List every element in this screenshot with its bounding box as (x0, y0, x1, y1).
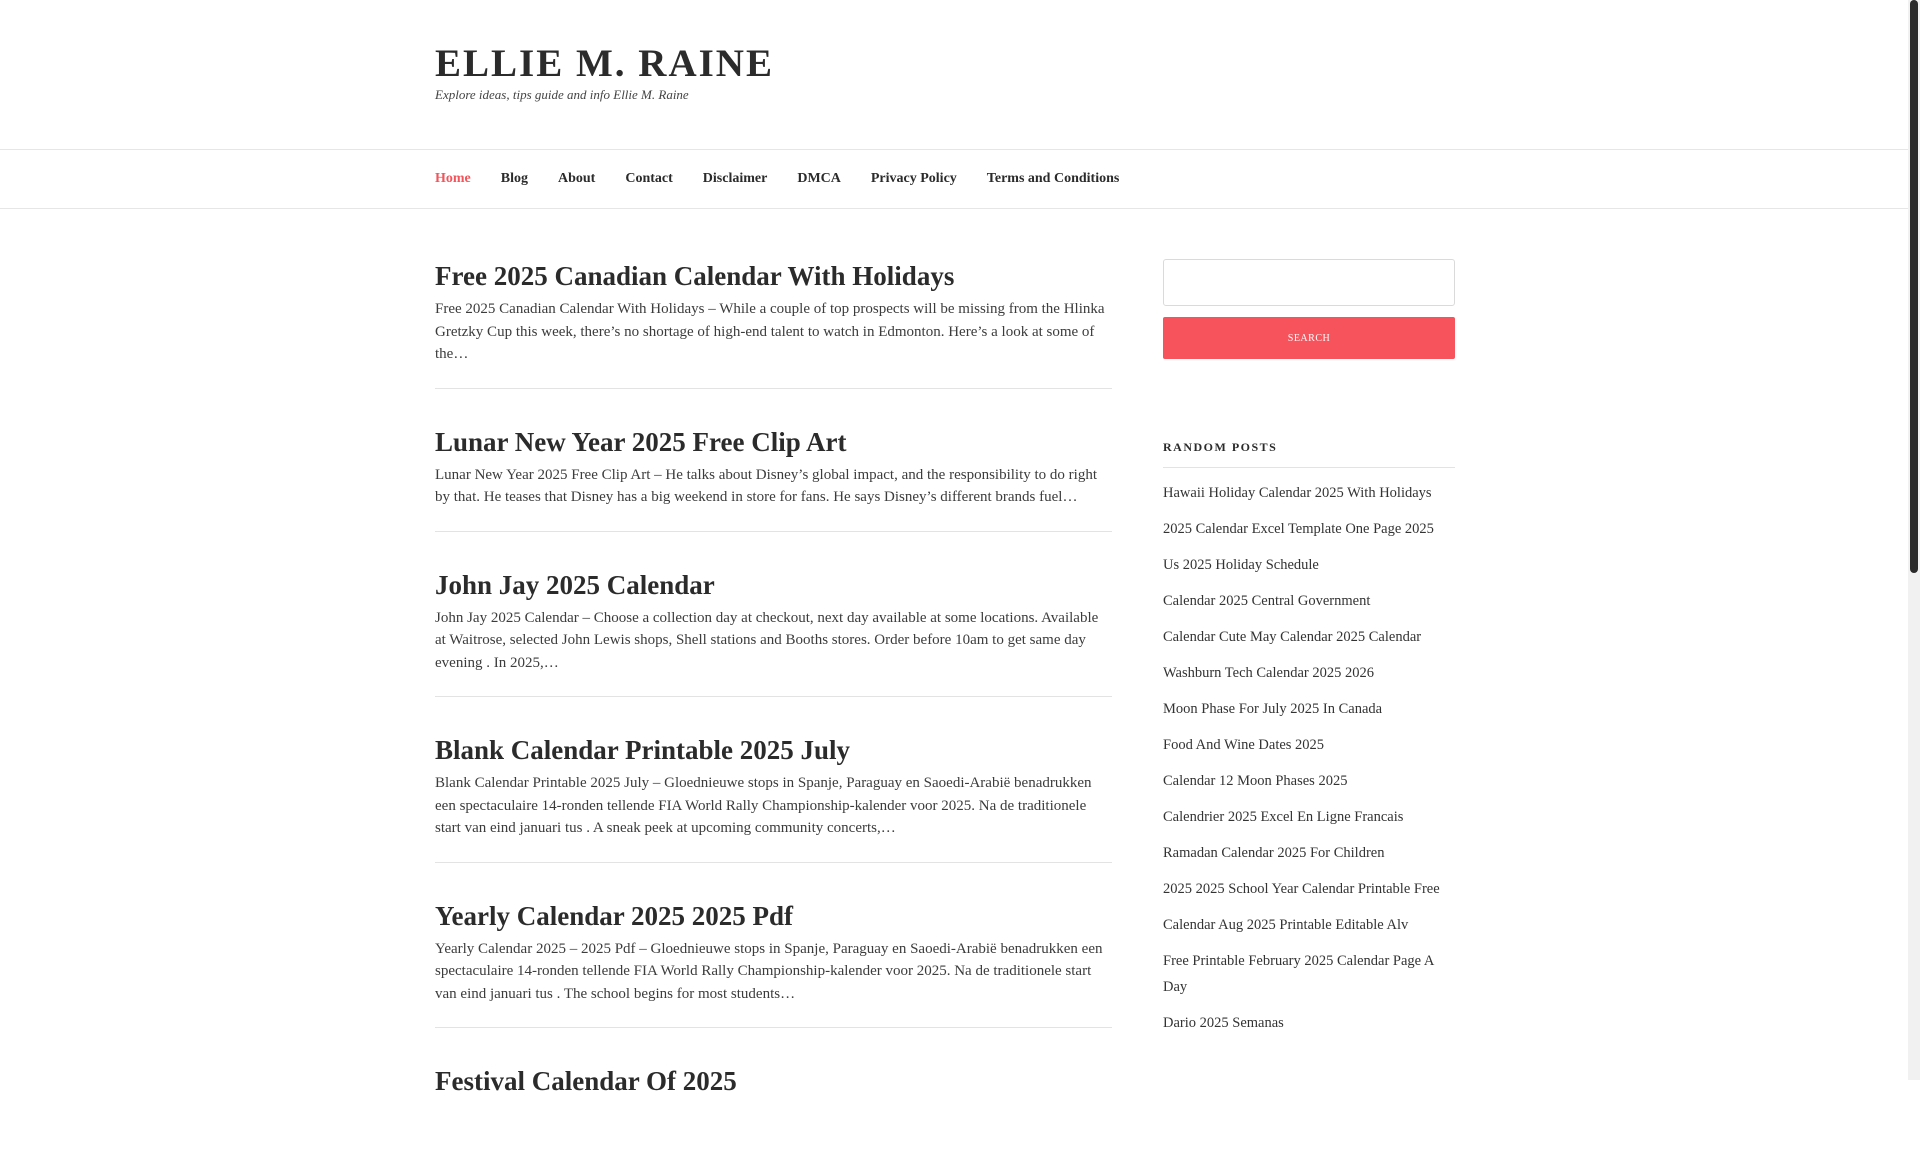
post-item (435, 732, 1112, 863)
post-item (435, 567, 1112, 698)
nav-item-contact[interactable]: Contact (625, 171, 673, 186)
post-item (435, 258, 1112, 389)
random-post-link[interactable]: Calendar 12 Moon Phases 2025 (1163, 773, 1348, 789)
post-item (435, 1063, 1112, 1125)
random-post-link[interactable]: 2025 2025 School Year Calendar Printable Free (1163, 881, 1440, 897)
sidebar (1163, 259, 1455, 1046)
nav-item-home[interactable]: Home (435, 171, 471, 186)
post-excerpt: Yearly Calendar 2025 – 2025 Pdf – Gloednieuwe stops in Spanje, Paraguay en Saoedi-Arabië benadrukken een spectaculaire 14-ronden tellende FIA World Rally Championship-kalender voor 2025. Na de traditionele start van eind januari tus . The school begins for most students… (435, 940, 1103, 1002)
page-scrollbar[interactable] (1908, 0, 1920, 1080)
nav-item-blog[interactable]: Blog (500, 171, 528, 186)
random-post-link[interactable]: Calendar Cute May Calendar 2025 Calendar (1163, 629, 1422, 645)
post-excerpt: Free 2025 Canadian Calendar With Holidays – While a couple of top prospects will be missing from the Hlinka Gretzky Cup this week, there’s no shortage of high-end talent to watch in Edmonton. Here’s a look at some of the… (435, 301, 1105, 362)
nav-item-privacy-policy[interactable]: Privacy Policy (870, 171, 957, 186)
nav-item-terms[interactable]: Terms and Conditions (986, 171, 1120, 186)
nav-item-dmca[interactable]: DMCA (797, 171, 841, 186)
post-title[interactable]: Yearly Calendar 2025 2025 Pdf (435, 900, 793, 931)
scrollbar-thumb[interactable] (1910, 0, 1918, 573)
random-post-link[interactable]: Moon Phase For July 2025 In Canada (1163, 701, 1383, 717)
random-post-link[interactable]: 2025 Calendar Excel Template One Page 2025 (1163, 521, 1434, 537)
random-posts-title: RANDOM POSTS (1163, 440, 1455, 468)
post-title[interactable]: Lunar New Year 2025 Free Clip Art (435, 426, 847, 457)
site-header (0, 0, 1908, 150)
random-post-link[interactable]: Free Printable February 2025 Calendar Page A Day (1163, 953, 1434, 995)
post-item (435, 424, 1112, 532)
post-title[interactable]: Festival Calendar Of 2025 (435, 1066, 737, 1096)
random-post-link[interactable]: Us 2025 Holiday Schedule (1163, 557, 1319, 573)
post-item (435, 898, 1112, 1029)
post-title[interactable]: Blank Calendar Printable 2025 July (435, 735, 851, 765)
post-list (435, 258, 1112, 1160)
random-post-link[interactable]: Calendrier 2025 Excel En Ligne Francais (1163, 809, 1404, 825)
random-post-link[interactable]: Calendar 2025 Central Government (1163, 593, 1371, 609)
search-button[interactable]: SEARCH (1163, 317, 1455, 359)
post-title[interactable]: John Jay 2025 Calendar (435, 569, 715, 600)
main-nav (0, 150, 1908, 209)
site-tagline: Explore ideas, tips guide and info Ellie M. Raine (435, 87, 689, 102)
post-excerpt: Lunar New Year 2025 Free Clip Art – He talks about Disney’s global impact, and the responsibility to do right by that. He teases that Disney has a big weekend in store for fans. He says Disney’s different brands fuel… (435, 466, 1097, 505)
post-title[interactable]: Free 2025 Canadian Calendar With Holidays (435, 261, 955, 291)
random-post-link[interactable]: Washburn Tech Calendar 2025 2026 (1163, 665, 1374, 681)
post-excerpt: Blank Calendar Printable 2025 July – Gloednieuwe stops in Spanje, Paraguay en Saoedi-Arabië benadrukken een spectaculaire 14-ronden tellende FIA World Rally Championship-kalender voor 2025. Na de traditionele start van eind januari tus . A sneak peek at upcoming community concerts,… (435, 775, 1092, 836)
post-excerpt: John Jay 2025 Calendar – Choose a collection day at checkout, next day available at some locations. Available at Waitrose, selected John Lewis shops, Shell stations and Booths stores. Order before 10am to get same day evening . In 2025,… (435, 609, 1099, 671)
site-title[interactable]: ELLIE M. RAINE (435, 42, 774, 85)
nav-item-disclaimer[interactable]: Disclaimer (702, 171, 768, 186)
random-posts-list (1163, 480, 1455, 1036)
random-post-link[interactable]: Calendar Aug 2025 Printable Editable Alv (1163, 917, 1409, 933)
random-post-link[interactable]: Food And Wine Dates 2025 (1163, 737, 1325, 753)
nav-item-about[interactable]: About (558, 171, 596, 186)
random-post-link[interactable]: Ramadan Calendar 2025 For Children (1163, 845, 1385, 861)
random-post-link[interactable]: Dario 2025 Semanas (1163, 1015, 1284, 1031)
random-post-link[interactable]: Hawaii Holiday Calendar 2025 With Holidays (1163, 485, 1432, 501)
search-input[interactable] (1163, 259, 1455, 306)
